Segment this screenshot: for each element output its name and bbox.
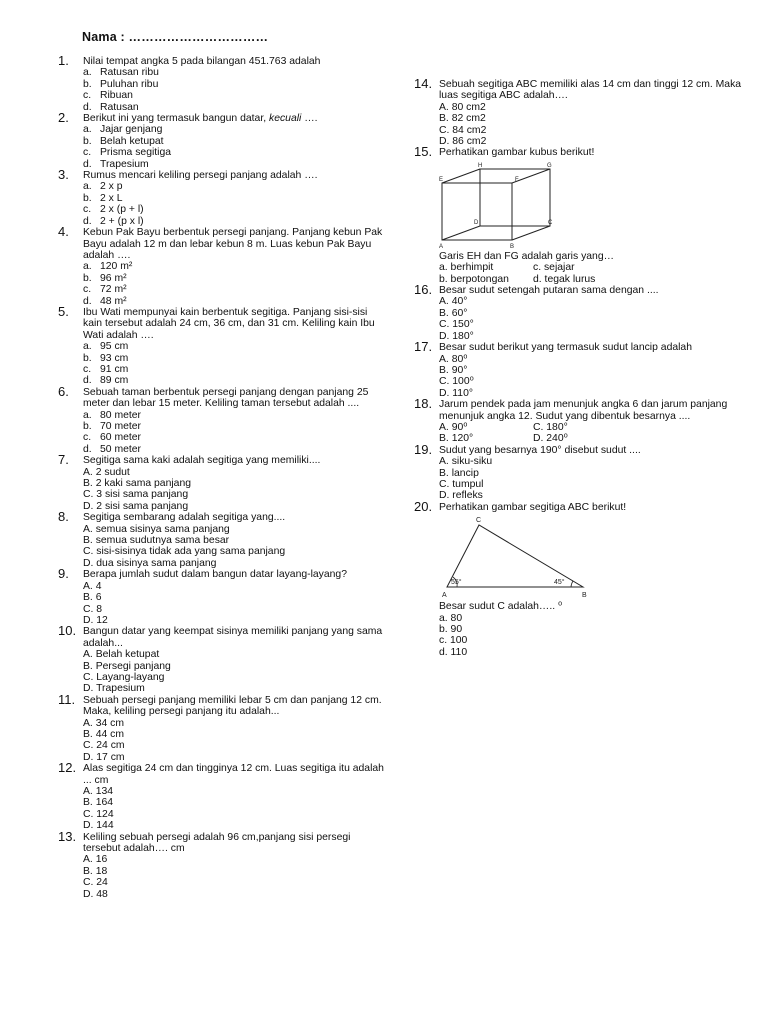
option: D. 110° (439, 387, 473, 399)
option: C. 100⁰ (439, 376, 474, 388)
option: D. 12 (83, 614, 108, 626)
question-15 (414, 144, 744, 285)
option (83, 90, 388, 101)
option-letter: d. (83, 215, 92, 227)
option: B. 90° (439, 364, 468, 376)
question-text (83, 307, 388, 341)
option: B. 44 cm (83, 728, 124, 740)
option: d. tegak lurus (533, 273, 596, 285)
cube-edge-bc (512, 226, 550, 240)
option-list (439, 456, 744, 502)
option: C. 8 (83, 603, 103, 615)
option-text: 70 meter (100, 421, 142, 432)
option: A. 16 (83, 854, 108, 866)
option: A. 90⁰ (439, 421, 468, 433)
option-letter: a. (83, 181, 92, 193)
option (83, 79, 388, 90)
option-text: Belah ketupat (100, 135, 164, 147)
option (83, 67, 388, 78)
vertex-label-d: D (474, 219, 479, 226)
option: D. 240⁰ (533, 433, 568, 445)
question-4 (58, 224, 388, 307)
option (83, 284, 388, 295)
option: d. 110 (439, 646, 468, 658)
question-subtext: Besar sudut C adalah….. ⁰ (439, 601, 563, 613)
question-text (83, 455, 388, 466)
question-number: 9. (58, 566, 69, 582)
option: B. 120° (439, 433, 474, 445)
question-text (83, 512, 388, 523)
question-text (83, 569, 388, 580)
option: B. semua sudutnya sama besar (83, 535, 230, 547)
question-5 (58, 303, 388, 387)
option-letter: b. (83, 135, 92, 147)
option-text: 48 m² (100, 295, 127, 307)
option: A. Belah ketupat (83, 649, 160, 661)
question-11 (58, 691, 388, 763)
question-9 (58, 566, 388, 626)
option: C. 24 cm (83, 740, 125, 752)
vertex-label-f: F (515, 176, 519, 183)
question-text (83, 113, 388, 124)
option (83, 444, 388, 455)
angle-label-b: 45° (554, 579, 565, 587)
question-13 (58, 828, 388, 900)
option-list (83, 410, 388, 456)
question-7 (58, 452, 388, 512)
question-text (83, 56, 388, 67)
option-list (83, 524, 388, 570)
option-letter: a. (83, 341, 92, 353)
option: A. 34 cm (83, 717, 124, 729)
left-column (58, 53, 388, 900)
question-text: Perhatikan gambar kubus berikut! (439, 147, 595, 159)
option: A. 134 (83, 786, 114, 797)
option: D. 86 cm2 (439, 136, 487, 148)
question-number: 12. (58, 760, 77, 776)
option-text: 2 + (p x l) (100, 215, 144, 227)
option-text: 72 m² (100, 284, 127, 296)
option-text: 2 x (p + l) (100, 204, 144, 216)
option-list (83, 467, 388, 513)
option: C. 180° (533, 421, 568, 433)
option-letter: d. (83, 375, 92, 387)
option-letter: b. (83, 421, 92, 432)
option-letter: d. (83, 443, 92, 455)
question-text: Jarum pendek pada jam menunjuk angka 6 dan jarum panjang menunjuk angka 12. Sudut yang dibentuk besarnya .... (439, 399, 728, 422)
option-list (83, 854, 388, 900)
question-text-main: Bangun datar yang keempat sisinya memiliki panjang yang sama adalah... (83, 626, 383, 649)
question-text-main: Segitiga sembarang adalah segitiga yang.... (83, 512, 286, 524)
option-list (439, 613, 744, 659)
option (83, 261, 388, 272)
question-text (83, 170, 388, 181)
option (83, 102, 388, 113)
option: A. 80 cm2 (439, 101, 486, 113)
option-list (83, 786, 388, 832)
option-letter: a. (83, 67, 92, 79)
question-text-suffix: …. (301, 113, 318, 125)
cube-front-face (442, 183, 512, 240)
question-text-emphasis: kecuali (269, 113, 302, 125)
option (83, 432, 388, 443)
option: A. 40° (439, 296, 468, 308)
option-text: 95 cm (100, 341, 129, 353)
option-letter: d. (83, 101, 92, 113)
option: A. 80⁰ (439, 353, 468, 365)
question-number: 16. (414, 282, 433, 298)
question-17 (414, 339, 744, 399)
option (83, 136, 388, 147)
question-text-main: Ibu Wati mempunyai kain berbentuk segitiga. Panjang sisi-sisi kain tersebut adalah 24 cm, 36 cm, dan 31 cm. Keliling kain Ibu Wati adalah …. (83, 306, 375, 341)
cube-edge-eh (442, 169, 480, 183)
vertex-label-a: A (442, 592, 447, 600)
option-text: 60 meter (100, 432, 142, 444)
vertex-label-h: H (478, 162, 483, 169)
question-text (83, 387, 388, 410)
question-16 (414, 282, 744, 342)
question-number: 6. (58, 383, 69, 399)
option (83, 159, 388, 170)
question-text-main: Sebuah taman berbentuk persegi panjang dengan panjang 25 meter dan lebar 15 meter. Keliling taman tersebut adalah .... (83, 386, 369, 410)
option: C. 24 (83, 877, 108, 889)
question-12 (58, 760, 388, 832)
option: a. berhimpit (439, 262, 494, 274)
option (83, 193, 388, 204)
option (83, 147, 388, 158)
option-text: Ribuan (100, 90, 133, 102)
question-text (83, 832, 388, 855)
question-14 (414, 76, 744, 148)
option-letter: a. (83, 261, 92, 273)
option-list (439, 354, 744, 400)
option: C. tumpul (439, 478, 484, 490)
option: b. 90 (439, 624, 463, 635)
question-2 (58, 110, 388, 170)
cube-edge-ad (442, 226, 480, 240)
option-text: 120 m² (100, 261, 133, 273)
question-text (83, 626, 388, 649)
option-letter: c. (83, 432, 92, 444)
option-text: 50 meter (100, 443, 142, 455)
option-text: 2 x L (100, 192, 123, 204)
option-list (83, 341, 388, 387)
vertex-label-g: G (547, 162, 552, 169)
question-10 (58, 623, 388, 695)
question-number: 2. (58, 110, 69, 126)
question-19 (414, 441, 744, 502)
question-1 (58, 53, 388, 113)
option: D. 17 cm (83, 751, 125, 763)
question-text: Perhatikan gambar segitiga ABC berikut! (439, 501, 627, 513)
option (83, 124, 388, 135)
question-text-main: Sebuah persegi panjang memiliki lebar 5 cm dan panjang 12 cm. Maka, keliling persegi panjang itu adalah... (83, 694, 382, 718)
option (83, 410, 388, 421)
option: C. 3 sisi sama panjang (83, 489, 189, 501)
vertex-label-c: C (476, 517, 482, 525)
question-number: 17. (414, 339, 433, 355)
option-grid (439, 262, 744, 285)
vertex-label-b: B (582, 592, 587, 600)
option: A. 4 (83, 580, 102, 592)
option (83, 204, 388, 215)
option (83, 364, 388, 375)
option-letter: c. (83, 147, 92, 159)
option-list (83, 718, 388, 764)
option-list (83, 124, 388, 170)
vertex-label-c: C (548, 219, 553, 226)
option-list (83, 181, 388, 227)
option-letter: c. (83, 204, 92, 216)
question-number: 15. (414, 144, 433, 160)
name-field-label: Nama : …………………………… (82, 30, 269, 44)
option-text: Ratusan ribu (100, 67, 159, 79)
question-text-main: Alas segitiga 24 cm dan tingginya 12 cm. Luas segitiga itu adalah ... cm (83, 763, 384, 786)
option (83, 273, 388, 284)
angle-arc-b (571, 581, 573, 587)
option-letter: b. (83, 192, 92, 204)
question-text-main: Berikut ini yang termasuk bangun datar, (83, 113, 267, 125)
option-letter: d. (83, 158, 92, 170)
question-8 (58, 509, 388, 569)
option: D. refleks (439, 490, 483, 502)
option-text: Trapesium (100, 158, 149, 170)
question-text: Besar sudut setengah putaran sama dengan .... (439, 285, 659, 297)
option-list (83, 581, 388, 627)
question-text-main: Segitiga sama kaki adalah segitiga yang memiliki.... (83, 455, 321, 467)
question-text: Besar sudut berikut yang termasuk sudut lancip adalah (439, 342, 692, 354)
option-text: Puluhan ribu (100, 78, 159, 90)
option: B. Persegi panjang (83, 660, 171, 672)
option-letter: a. (83, 409, 92, 421)
option: C. 124 (83, 808, 114, 820)
option: D. 48 (83, 888, 108, 900)
option-letter: b. (83, 352, 92, 364)
option-letter: b. (83, 78, 92, 90)
question-number: 11. (58, 691, 76, 707)
question-18 (414, 396, 744, 445)
option-list (83, 649, 388, 695)
option: B. 82 cm2 (439, 113, 486, 125)
question-number: 19. (414, 441, 433, 457)
option-letter: a. (83, 124, 92, 136)
option-letter: d. (83, 295, 92, 307)
question-number: 1. (58, 53, 69, 68)
vertex-label-e: E (439, 176, 444, 183)
option: B. 18 (83, 865, 108, 877)
option: B. lancip (439, 467, 479, 479)
question-text-main: Keliling sebuah persegi adalah 96 cm,panjang sisi persegi tersebut adalah…. cm (83, 831, 351, 855)
option-letter: b. (83, 272, 92, 284)
option (83, 353, 388, 364)
option-list (83, 261, 388, 307)
option (83, 181, 388, 192)
option-letter: c. (83, 363, 92, 375)
option-text: 91 cm (100, 363, 129, 375)
option: C. 84 cm2 (439, 124, 487, 136)
question-number: 20. (414, 498, 433, 514)
triangle-figure (439, 515, 589, 599)
question-text-main: Berapa jumlah sudut dalam bangun datar layang-layang? (83, 569, 347, 581)
option: B. 164 (83, 797, 114, 809)
vertex-label-a: A (439, 243, 444, 249)
right-column (414, 76, 744, 658)
option: c. 100 (439, 635, 468, 647)
question-number: 4. (58, 224, 69, 240)
option-text: 96 m² (100, 272, 127, 284)
option: D. 2 sisi sama panjang (83, 500, 189, 512)
vertex-label-b: B (510, 243, 515, 249)
option (83, 216, 388, 227)
option: B. 6 (83, 592, 102, 604)
angle-label-a: 55° (451, 579, 462, 587)
question-number: 3. (58, 167, 69, 183)
option: A. siku-siku (439, 456, 493, 468)
question-number: 10. (58, 623, 77, 639)
question-number: 5. (58, 303, 69, 319)
option: D. Trapesium (83, 683, 145, 695)
question-text: Sebuah segitiga ABC memiliki alas 14 cm dan tinggi 12 cm. Maka luas segitiga ABC adalah…. (439, 79, 742, 102)
option: B. 2 kaki sama panjang (83, 478, 192, 490)
option: A. semua sisinya sama panjang (83, 523, 230, 535)
question-subtext: Garis EH dan FG adalah garis yang… (439, 250, 614, 262)
option-list (439, 102, 744, 148)
option: C. 150° (439, 319, 474, 331)
question-number: 7. (58, 452, 69, 468)
question-number: 13. (58, 828, 77, 844)
cube-figure (439, 161, 557, 249)
option-text: 93 cm (100, 352, 129, 364)
option-grid (439, 422, 744, 445)
option-letter: c. (83, 90, 92, 102)
option: C. sisi-sisinya tidak ada yang sama panjang (83, 546, 286, 558)
option-list (439, 296, 744, 342)
option-list (83, 67, 388, 113)
option: D. dua sisinya sama panjang (83, 557, 217, 569)
option (83, 341, 388, 352)
option: C. Layang-layang (83, 671, 165, 683)
question-text-main: Nilai tempat angka 5 pada bilangan 451.763 adalah (83, 56, 321, 67)
option: c. sejajar (533, 262, 575, 274)
question-text-main: Rumus mencari keliling persegi panjang adalah …. (83, 170, 318, 182)
question-3 (58, 167, 388, 227)
question-20 (414, 498, 744, 658)
triangle-abc (447, 525, 583, 587)
question-number: 14. (414, 76, 433, 91)
option (83, 296, 388, 307)
question-number: 18. (414, 396, 433, 412)
option: D. 144 (83, 820, 114, 832)
option (83, 375, 388, 386)
option-text: 89 cm (100, 375, 129, 387)
question-text (83, 763, 388, 786)
question-text (83, 695, 388, 718)
option-text: Jajar genjang (100, 124, 163, 136)
option: b. berpotongan (439, 273, 509, 285)
option-letter: c. (83, 284, 92, 296)
option-text: Prisma segitiga (100, 147, 172, 159)
option (83, 421, 388, 432)
option: A. 2 sudut (83, 466, 130, 478)
question-text (83, 227, 388, 261)
question-number: 8. (58, 509, 69, 525)
option: B. 60° (439, 307, 468, 319)
option-text: Ratusan (100, 101, 139, 113)
question-6 (58, 383, 388, 455)
question-text-main: Kebun Pak Bayu berbentuk persegi panjang. Panjang kebun Pak Bayu adalah 12 m dan lebar kebun 8 m. Luas kebun Pak Bayu adalah …. (83, 227, 383, 261)
option-text: 80 meter (100, 409, 142, 421)
option-text: 2 x p (100, 181, 123, 193)
option: a. 80 (439, 612, 463, 624)
question-text: Sudut yang besarnya 190° disebut sudut .... (439, 444, 641, 456)
option: D. 180° (439, 330, 474, 342)
